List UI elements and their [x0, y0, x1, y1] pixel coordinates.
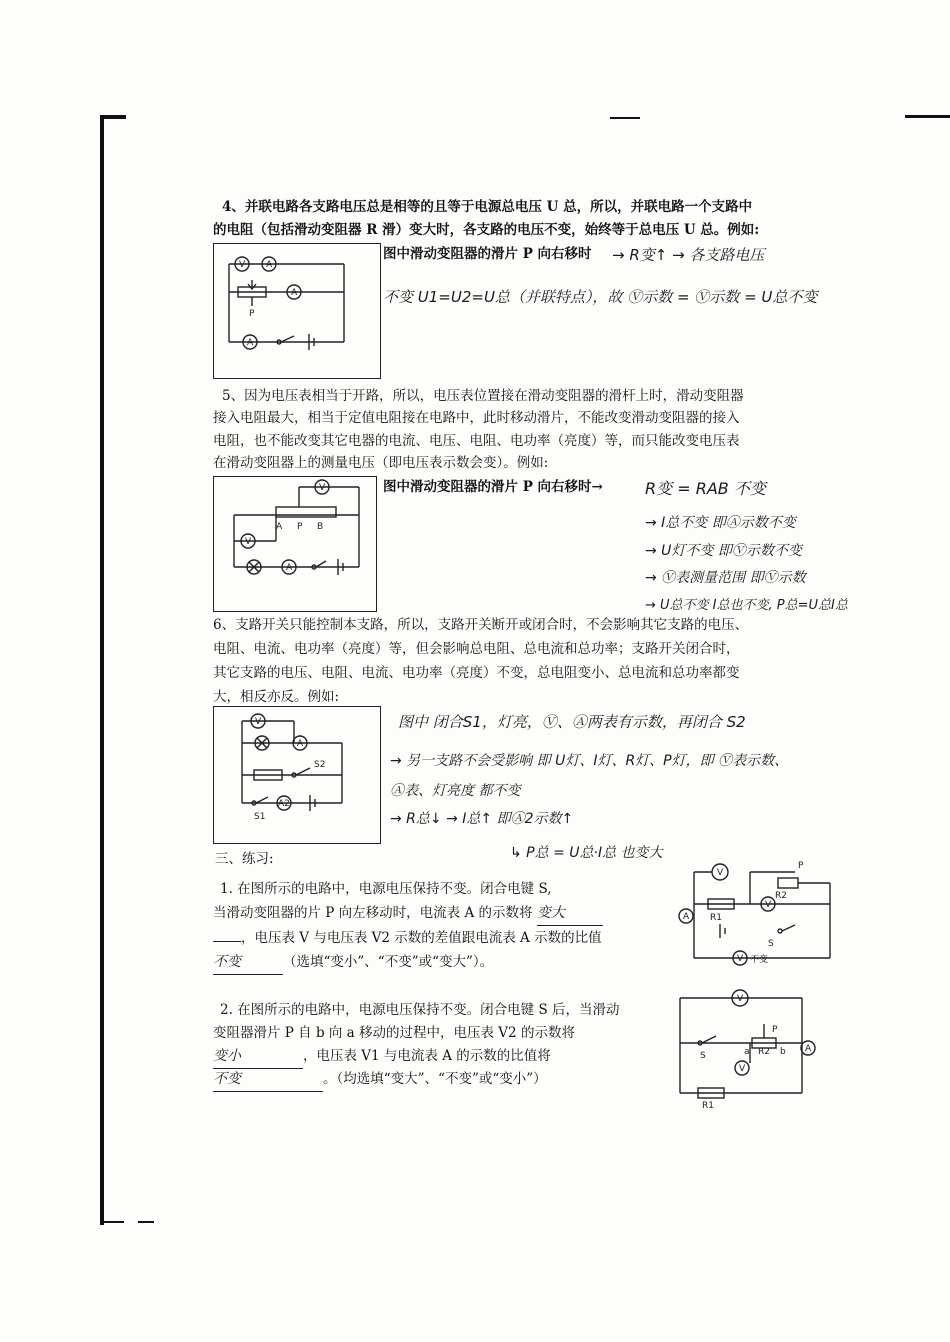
v-meter-label: V — [737, 954, 744, 964]
p-label: P — [772, 1025, 778, 1035]
v-meter-label: V — [255, 717, 262, 727]
a-label: a — [744, 1047, 750, 1057]
a2-meter-label: A2 — [278, 799, 290, 809]
circuit-diagram-5 — [213, 476, 377, 612]
crop-mark — [100, 115, 104, 1225]
s4-caption: 图中滑动变阻器的滑片 P 向右移时 — [383, 246, 592, 262]
q1-line1: 1. 在图所示的电路中，电源电压保持不变。闭合电键 S, — [220, 881, 552, 897]
q2-line1: 2. 在图所示的电路中，电源电压保持不变。闭合电键 S 后，当滑动 — [220, 1002, 620, 1018]
a-meter-label: A — [291, 288, 298, 298]
q2-answer-2: 不变 — [213, 1068, 323, 1092]
q1-answer-1: 变大 — [537, 902, 603, 926]
q2-line3-text: ，电压表 V1 与电流表 A 的示数的比值将 — [303, 1048, 551, 1064]
a-meter-label: A — [297, 739, 304, 749]
a-meter-label: A — [286, 563, 293, 573]
q2-line4 — [213, 1068, 547, 1092]
circuit-diagram-6 — [213, 706, 381, 844]
a-meter-label: A — [266, 260, 273, 270]
q2-answer-1: 变小 — [213, 1045, 303, 1069]
p-label: P — [297, 522, 303, 532]
s5-line3: 电阻，也不能改变其它电器的电流、电压、电阻、电功率（亮度）等，而只能改变电压表 — [213, 433, 740, 449]
blank-line — [213, 941, 241, 942]
s5-handnote-item: → Ⓥ表测量范围 即Ⓥ示数 — [645, 570, 806, 586]
s5-caption: 图中滑动变阻器的滑片 P 向右移时→ — [383, 479, 603, 495]
s4-handnote-2: 不变 U1=U2=U总（并联特点），故 Ⓥ示数 = Ⓥ示数 = U总不变 — [383, 288, 818, 306]
crop-mark — [104, 1221, 124, 1223]
s-label: S — [768, 939, 774, 949]
crop-mark — [905, 115, 950, 118]
v-meter-label: V — [239, 260, 246, 270]
v-meter-label: V — [737, 994, 744, 1004]
b-label: B — [317, 522, 324, 532]
q2-line3 — [213, 1045, 551, 1069]
s5-handnote-item: → U总不变 I总也不变, P总=U总I总 — [645, 598, 848, 613]
s5-line2: 接入电阻最大，相当于定值电阻接在电路中，此时移动滑片，不能改变滑动变阻器的接入 — [213, 410, 740, 426]
a-label: A — [276, 522, 283, 532]
q1-line3a: ，电压表 V 与电压表 V2 示数的差值跟电流表 A 示数的比值 — [241, 930, 602, 946]
handnote-label: 不变 — [750, 955, 769, 965]
crop-mark — [610, 117, 640, 119]
q1-line2 — [213, 902, 603, 926]
r2-label: R2 — [758, 1047, 770, 1057]
v-meter-label: V — [765, 900, 772, 910]
v-meter-label: V — [245, 537, 252, 547]
s-label: S — [700, 1051, 706, 1061]
s6-line1: 6、支路开关只能控制本支路，所以，支路开关断开或闭合时，不会影响其它支路的电压、 — [213, 617, 749, 633]
v-meter-label: V — [717, 868, 724, 878]
s5-line1: 5、因为电压表相当于开路，所以，电压表位置接在滑动变阻器的滑杆上时，滑动变阻器 — [222, 388, 744, 404]
circuit-diagram-q2 — [672, 988, 832, 1111]
s6-line3: 其它支路的电压、电阻、电流、电功率（亮度）不变，总电阻变小、总电流和总功率都变 — [213, 665, 740, 681]
q2-line4-text: 。（均选填“变大”、“不变”或“变小”） — [323, 1071, 547, 1087]
s6-handnote: 图中 闭合S1，灯亮，Ⓥ、Ⓐ两表有示数，再闭合 S2 — [398, 713, 746, 731]
crop-mark — [100, 115, 126, 119]
p-label: P — [249, 309, 255, 319]
q1-line4-text: （选填“变小”、“不变”或“变大”）。 — [283, 954, 494, 970]
s5-line4: 在滑动变阻器上的测量电压（即电压表示数会变）。例如: — [213, 455, 549, 471]
s4-line1: 4、并联电路各支路电压总是相等的且等于电源总电压 U 总，所以，并联电路一个支路中 — [222, 199, 753, 215]
s5-handnote-item: → U灯不变 即Ⓥ示数不变 — [645, 543, 802, 559]
s6-line4: 大，相反亦反。例如: — [213, 689, 340, 705]
a-meter-label: A — [247, 338, 254, 348]
s6-handnote: Ⓐ表、灯亮度 都不变 — [390, 783, 521, 799]
practice-heading: 三、练习: — [215, 851, 274, 867]
s6-handnote: → R总↓ → I总↑ 即Ⓐ2示数↑ — [390, 811, 574, 827]
q1-line3 — [213, 927, 602, 950]
crop-mark — [138, 1221, 154, 1223]
s2-label: S2 — [314, 760, 326, 770]
s5-handnote-item: → I总不变 即Ⓐ示数不变 — [645, 515, 796, 531]
v-meter-label: V — [739, 1064, 746, 1074]
a-meter-label: A — [683, 912, 690, 922]
r2-label: R2 — [775, 891, 787, 901]
s6-line2: 电阻、电流、电功率（亮度）等，但会影响总电阻、总电流和总功率；支路开关闭合时， — [213, 641, 740, 657]
q1-answer-2: 不变 — [213, 951, 283, 975]
p-label: P — [798, 861, 804, 871]
s1-label: S1 — [254, 812, 266, 822]
q1-line2a: 当滑动变阻器的片 — [213, 905, 321, 921]
q2-line2: 变阻器滑片 P 自 b 向 a 移动的过程中，电压表 V2 的示数将 — [213, 1025, 575, 1041]
v-meter-label: V — [319, 483, 326, 493]
circuit-diagram-q1 — [680, 858, 840, 973]
s6-handnote: → 另一支路不会受影响 即 U灯、I灯、R灯、P灯，即 Ⓥ表示数、 — [390, 753, 789, 769]
s5-handnote-main: R变 = RAB 不变 — [645, 479, 766, 498]
s4-line2: 的电阻（包括滑动变阻器 R 滑）变大时，各支路的电压不变，始终等于总电压 U 总。例如: — [213, 222, 760, 238]
q1-line2b: P 向左移动时，电流表 A 的示数将 — [325, 905, 533, 921]
r1-label: R1 — [710, 913, 722, 923]
q1-line4 — [213, 951, 493, 975]
circuit-diagram-4 — [213, 243, 381, 379]
s4-handnote-1: → R变↑ → 各支路电压 — [612, 246, 765, 264]
r1-label: R1 — [702, 1101, 714, 1111]
a-meter-label: A — [805, 1044, 812, 1054]
s6-handnote: ↳ P总 = U总·I总 也变大 — [510, 845, 663, 861]
b-label: b — [780, 1047, 786, 1057]
